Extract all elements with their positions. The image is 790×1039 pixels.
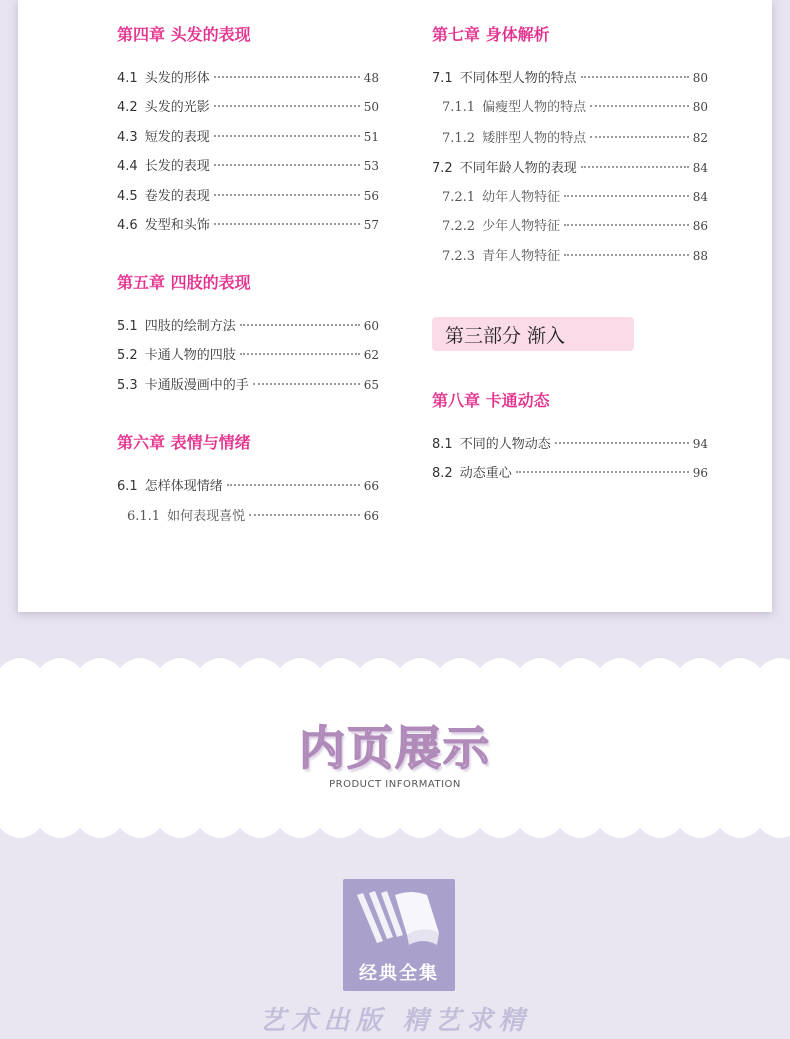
entry-number: 8.2 bbox=[432, 466, 453, 481]
entry-number: 5.2 bbox=[117, 348, 138, 363]
chapter-title-7: 第七章 身体解析 bbox=[432, 25, 550, 44]
entry-page: 56 bbox=[363, 189, 379, 203]
entry-page: 86 bbox=[692, 219, 708, 233]
entry-page: 80 bbox=[692, 100, 708, 114]
toc-page bbox=[18, 0, 772, 612]
toc-entry-4-1[interactable] bbox=[117, 67, 379, 87]
entry-number: 4.4 bbox=[117, 159, 138, 174]
toc-entry-6-1-1[interactable] bbox=[127, 505, 379, 525]
entry-page: 88 bbox=[692, 249, 708, 263]
toc-entry-4-3[interactable] bbox=[117, 126, 379, 146]
entry-title: 动态重心 bbox=[459, 466, 512, 481]
entry-title: 卡通版漫画中的手 bbox=[144, 378, 249, 393]
entry-number: 7.1.1 bbox=[442, 100, 476, 115]
dot-leader bbox=[581, 166, 689, 168]
entry-page: 62 bbox=[363, 348, 379, 362]
entry-number: 7.2.3 bbox=[442, 249, 476, 264]
dot-leader bbox=[240, 353, 360, 355]
dot-leader bbox=[214, 76, 360, 78]
dot-leader bbox=[564, 195, 689, 197]
dot-leader bbox=[564, 254, 689, 256]
dot-leader bbox=[227, 484, 360, 486]
entry-number: 5.3 bbox=[117, 378, 138, 393]
entry-page: 80 bbox=[692, 71, 708, 85]
dot-leader bbox=[240, 324, 360, 326]
entry-title: 头发的形体 bbox=[144, 71, 210, 86]
entry-page: 84 bbox=[692, 190, 708, 204]
entry-page: 51 bbox=[363, 130, 379, 144]
entry-page: 84 bbox=[692, 161, 708, 175]
entry-title: 长发的表现 bbox=[144, 159, 210, 174]
entry-page: 57 bbox=[363, 218, 379, 232]
publisher-logo bbox=[343, 879, 455, 991]
entry-page: 60 bbox=[363, 319, 379, 333]
dot-leader bbox=[214, 223, 360, 225]
dot-leader bbox=[564, 224, 689, 226]
toc-entry-4-5[interactable] bbox=[117, 185, 379, 205]
chapter-title-8: 第八章 卡通动态 bbox=[432, 391, 550, 410]
part-heading: 第三部分 渐入 bbox=[432, 317, 634, 351]
scallop-border-bottom bbox=[0, 810, 790, 860]
entry-number: 5.1 bbox=[117, 319, 138, 334]
dot-leader bbox=[249, 514, 360, 516]
entry-number: 7.2 bbox=[432, 161, 453, 176]
entry-page: 65 bbox=[363, 378, 379, 392]
toc-entry-7-2-2[interactable] bbox=[442, 215, 708, 235]
scallop-border-top bbox=[0, 640, 790, 690]
toc-entry-4-6[interactable] bbox=[117, 214, 379, 234]
slogan: 艺术出版 精艺求精 bbox=[259, 1006, 531, 1036]
section-title: 内页展示 bbox=[299, 721, 491, 775]
entry-title: 卡通人物的四肢 bbox=[144, 348, 236, 363]
toc-entry-5-3[interactable] bbox=[117, 374, 379, 394]
entry-title: 卷发的表现 bbox=[144, 189, 210, 204]
dot-leader bbox=[214, 194, 360, 196]
dot-leader bbox=[214, 135, 360, 137]
entry-number: 7.2.2 bbox=[442, 219, 476, 234]
entry-page: 48 bbox=[363, 71, 379, 85]
entry-number: 4.5 bbox=[117, 189, 138, 204]
dot-leader bbox=[214, 105, 360, 107]
entry-number: 7.1 bbox=[432, 71, 453, 86]
dot-leader bbox=[516, 471, 689, 473]
entry-title: 不同的人物动态 bbox=[459, 437, 551, 452]
chapter-title-6: 第六章 表情与情绪 bbox=[117, 433, 251, 452]
book-icon bbox=[343, 885, 455, 965]
entry-title: 四肢的绘制方法 bbox=[144, 319, 236, 334]
entry-number: 4.2 bbox=[117, 100, 138, 115]
dot-leader bbox=[214, 164, 360, 166]
toc-entry-5-1[interactable] bbox=[117, 315, 379, 335]
dot-leader bbox=[590, 105, 689, 107]
toc-entry-7-1-1[interactable] bbox=[442, 96, 708, 116]
chapter-title-4: 第四章 头发的表现 bbox=[117, 25, 251, 44]
entry-page: 82 bbox=[692, 131, 708, 145]
entry-title: 短发的表现 bbox=[144, 130, 210, 145]
entry-page: 94 bbox=[692, 437, 708, 451]
entry-title: 头发的光影 bbox=[144, 100, 210, 115]
toc-entry-7-1[interactable] bbox=[432, 67, 708, 87]
dot-leader bbox=[581, 76, 689, 78]
toc-entry-8-2[interactable] bbox=[432, 462, 708, 482]
entry-number: 4.3 bbox=[117, 130, 138, 145]
entry-title: 如何表现喜悦 bbox=[167, 509, 246, 524]
entry-number: 6.1 bbox=[117, 479, 138, 494]
entry-title: 少年人物特征 bbox=[482, 219, 561, 234]
toc-entry-7-2-1[interactable] bbox=[442, 186, 708, 206]
toc-entry-7-2-3[interactable] bbox=[442, 245, 708, 265]
entry-number: 7.1.2 bbox=[442, 131, 476, 146]
entry-page: 53 bbox=[363, 159, 379, 173]
logo-text: 经典全集 bbox=[359, 963, 439, 984]
toc-entry-4-4[interactable] bbox=[117, 155, 379, 175]
dot-leader bbox=[590, 136, 689, 138]
entry-page: 66 bbox=[363, 479, 379, 493]
entry-title: 幼年人物特征 bbox=[482, 190, 561, 205]
chapter-title-5: 第五章 四肢的表现 bbox=[117, 273, 251, 292]
toc-entry-8-1[interactable] bbox=[432, 433, 708, 453]
entry-number: 6.1.1 bbox=[127, 509, 161, 524]
entry-number: 8.1 bbox=[432, 437, 453, 452]
dot-leader bbox=[253, 383, 360, 385]
toc-entry-6-1[interactable] bbox=[117, 475, 379, 495]
toc-entry-7-1-2[interactable] bbox=[442, 127, 708, 147]
entry-number: 7.2.1 bbox=[442, 190, 476, 205]
dot-leader bbox=[555, 442, 689, 444]
entry-number: 4.1 bbox=[117, 71, 138, 86]
entry-page: 96 bbox=[692, 466, 708, 480]
toc-entry-4-2[interactable] bbox=[117, 96, 379, 116]
section-subtitle: PRODUCT INFORMATION bbox=[329, 779, 461, 790]
toc-entry-7-2[interactable] bbox=[432, 157, 708, 177]
entry-page: 50 bbox=[363, 100, 379, 114]
entry-title: 矮胖型人物的特点 bbox=[482, 131, 587, 146]
entry-title: 怎样体现情绪 bbox=[144, 479, 223, 494]
entry-title: 不同年龄人物的表现 bbox=[459, 161, 577, 176]
entry-title: 不同体型人物的特点 bbox=[459, 71, 577, 86]
entry-title: 发型和头饰 bbox=[144, 218, 210, 233]
entry-title: 偏瘦型人物的特点 bbox=[482, 100, 587, 115]
entry-number: 4.6 bbox=[117, 218, 138, 233]
entry-title: 青年人物特征 bbox=[482, 249, 561, 264]
toc-entry-5-2[interactable] bbox=[117, 344, 379, 364]
entry-page: 66 bbox=[363, 509, 379, 523]
